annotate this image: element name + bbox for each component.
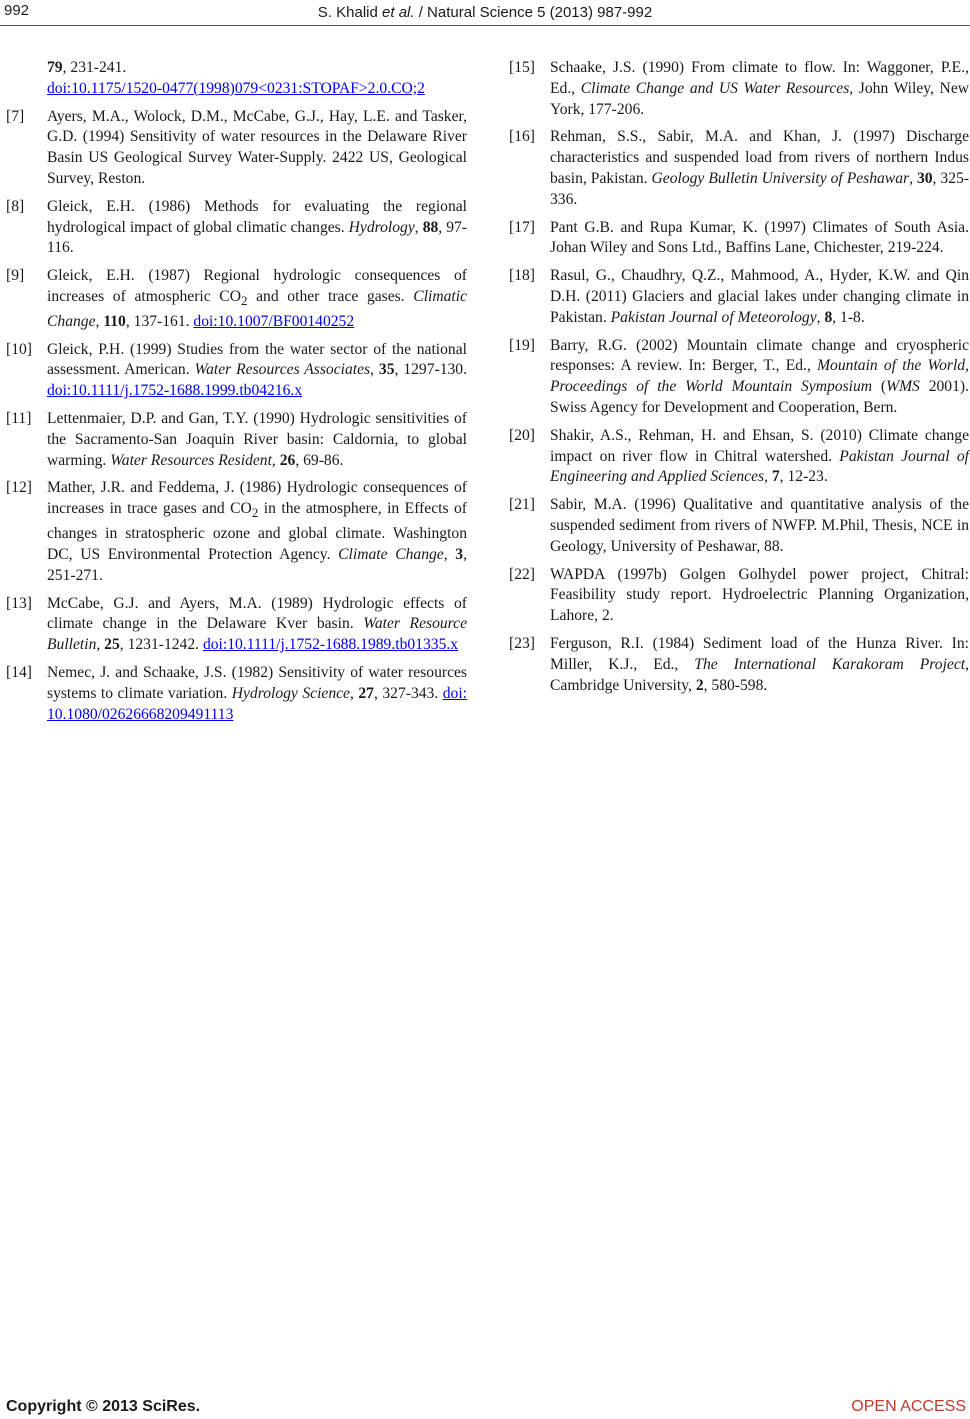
reference-text-segment: Rehman, S.S., Sabir, M.A. and Khan, J. (1997) Discharge characteristics and suspended load from rivers of northern Indus basin, Pakistan. — [550, 128, 969, 187]
reference-text-segment: , — [764, 468, 772, 486]
reference-text — [550, 59, 969, 118]
reference-item — [6, 266, 467, 333]
reference-text — [47, 664, 467, 723]
reference-text-segment: Gleick, E.H. (1987) Regional hydrologic consequences of increases of atmospheric CO — [47, 267, 467, 305]
reference-text-segment: ( — [872, 378, 887, 396]
reference-list-right — [509, 58, 969, 696]
reference-number: [11] — [6, 410, 32, 428]
reference-number: [15] — [509, 59, 535, 76]
reference-text-segment: , — [443, 545, 456, 563]
reference-text-segment: , — [816, 308, 825, 326]
reference-text — [47, 108, 467, 187]
reference-number: [12] — [6, 479, 32, 497]
subscript: 2 — [251, 505, 259, 521]
reference-title-italic: Geology Bulletin University of Peshawar — [651, 169, 910, 187]
reference-text — [47, 479, 467, 583]
reference-item — [509, 266, 969, 328]
reference-text-segment: Gleick, E.H. (1986) Methods for evaluating the regional hydrological impact of global climatic changes. — [47, 197, 467, 236]
reference-text-segment: , — [271, 451, 280, 469]
doi-link[interactable]: doi:10.1175/1520-0477(1998)079<0231:STOPAF>2.0.CO;2 — [47, 79, 425, 97]
running-head-journal: / Natural Science 5 (2013) 987-992 — [414, 4, 653, 21]
reference-volume: 25 — [104, 636, 120, 654]
reference-text-segment: , — [96, 636, 105, 654]
reference-text-segment: , 580-598. — [703, 676, 768, 694]
reference-text-segment: , — [95, 312, 104, 330]
reference-text-segment: WAPDA (1997b) Golgen Golhydel power project, Chitral: Feasibility study report. Hydroelectric Planning Organization, Lahore, 2. — [550, 565, 969, 625]
reference-text-segment: , 137-161. — [125, 312, 194, 330]
reference-volume: 110 — [103, 312, 126, 330]
reference-item — [509, 336, 969, 419]
reference-number: [13] — [6, 594, 32, 612]
reference-volume: 88 — [422, 218, 439, 236]
reference-text — [47, 410, 467, 469]
reference-text-segment: McCabe, G.J. and Ayers, M.A. (1989) Hydrologic effects of climate change in the Delaware Kver basin. — [47, 594, 467, 633]
reference-text — [47, 267, 467, 330]
reference-number: [8] — [6, 197, 25, 215]
reference-title-italic: Climate Change — [338, 545, 444, 563]
reference-text-segment: Gleick, P.H. (1999) Studies from the water sector of the national assessment. American. — [47, 340, 467, 379]
reference-text-segment: Schaake, J.S. (1990) From climate to flow. In: Waggoner, P.E., Ed., — [550, 59, 969, 97]
reference-text — [550, 267, 969, 326]
reference-text-segment: , 97-116. — [47, 218, 467, 257]
reference-text-segment: , 325-336. — [550, 169, 970, 208]
footer-copyright: Copyright © 2013 SciRes. — [6, 1398, 201, 1415]
doi-link[interactable]: doi:10.1080/02626668209491113 — [47, 684, 468, 723]
reference-text-segment: Ferguson, R.I. (1984) Sediment load of the Hunza River. In: Miller, K.J., Ed., — [550, 634, 969, 673]
subscript: 2 — [240, 293, 248, 309]
doi-link[interactable]: doi:10.1111/j.1752-1688.1989.tb01335.x — [202, 636, 459, 654]
reference-text-segment: , 327-343. — [373, 684, 443, 702]
reference-item — [509, 565, 969, 627]
reference-text — [47, 595, 467, 654]
reference-number: [22] — [509, 565, 535, 583]
reference-number: [19] — [509, 336, 535, 354]
reference-title-italic: Water Resource Bulletin — [47, 615, 467, 654]
doi-link[interactable]: doi:10.1007/BF00140252 — [193, 312, 355, 330]
reference-title-italic: Water Resources Associates — [194, 361, 371, 379]
reference-item — [6, 478, 467, 586]
reference-volume: 30 — [916, 169, 933, 187]
reference-title-italic: Hydrology — [348, 218, 415, 236]
reference-item — [509, 634, 969, 696]
reference-text-segment: in the atmosphere, in Effects of changes in stratospheric ozone and global climate. Washington DC, US Environmental Protection Agency. — [47, 500, 467, 563]
reference-text — [47, 341, 467, 400]
reference-text-segment: , 251-271. — [47, 545, 467, 584]
reference-number: [23] — [509, 634, 535, 652]
reference-number: [9] — [6, 267, 25, 285]
reference-volume: 7 — [771, 468, 780, 486]
reference-text-segment: , — [370, 361, 379, 379]
reference-pages: , 231-241. — [62, 59, 127, 76]
reference-text — [550, 635, 969, 694]
reference-volume: 79 — [47, 59, 63, 76]
reference-number: [20] — [509, 426, 535, 444]
header-divider — [0, 25, 970, 26]
reference-continuation — [6, 58, 467, 100]
reference-text-segment: , — [965, 357, 969, 375]
reference-volume: 3 — [455, 545, 464, 563]
reference-text-segment: and other trace gases. — [247, 287, 414, 305]
reference-number: [17] — [509, 218, 535, 236]
running-head-authors: S. Khalid — [317, 4, 383, 21]
reference-text-segment: 2001). Swiss Agency for Development and Cooperation, Bern. — [550, 378, 969, 416]
reference-volume: 2 — [695, 676, 704, 694]
reference-text-segment: , — [909, 169, 917, 187]
reference-text — [550, 496, 969, 555]
reference-item — [6, 107, 467, 190]
running-head — [0, 4, 970, 21]
reference-title-italic: Climate Change and US Water Resources — [580, 79, 850, 97]
reference-title-italic: Mountain of the World — [817, 357, 966, 375]
page-number: 992 — [4, 2, 30, 19]
reference-number: [21] — [509, 496, 535, 514]
reference-text-segment: , 1-8. — [832, 308, 865, 326]
reference-text — [47, 198, 467, 257]
reference-title-italic: The International Karakoram Project — [694, 655, 966, 673]
reference-text-segment: Pant G.B. and Rupa Kumar, K. (1997) Climates of South Asia. Johan Wiley and Sons Ltd., Baffins Lane, Chichester, 219-224. — [550, 218, 969, 257]
reference-item — [509, 426, 969, 488]
reference-text-segment: Lettenmaier, D.P. and Gan, T.Y. (1990) Hydrologic sensitivities of the Sacramento-San Joaquin River basin: Caldornia, to global warming. — [47, 410, 467, 469]
reference-item — [509, 127, 969, 210]
reference-text-segment: , John Wiley, New York, 177-206. — [550, 79, 969, 118]
reference-number: [10] — [6, 340, 32, 358]
running-head-etal: et al. — [382, 4, 415, 21]
reference-title-italic: Hydrology Science — [231, 684, 350, 702]
reference-item — [509, 495, 969, 557]
reference-text-segment: Mather, J.R. and Feddema, J. (1986) Hydrologic consequences of increases in trace gases and CO — [47, 479, 467, 518]
reference-text-segment: , 1231-1242. — [119, 636, 203, 654]
reference-text — [550, 566, 969, 625]
reference-number: [16] — [509, 128, 535, 146]
reference-text-segment: , 12-23. — [779, 468, 828, 486]
reference-text-segment: Nemec, J. and Schaake, J.S. (1982) Sensitivity of water resources systems to climate variation. — [47, 663, 467, 702]
reference-text-segment: , — [349, 684, 359, 702]
footer-open-access: OPEN ACCESS — [851, 1398, 966, 1415]
reference-text-segment: , 1297-130. — [394, 361, 467, 379]
reference-text-segment: Rasul, G., Chaudhry, Q.Z., Mahmood, A., Hyder, K.W. and Qin D.H. (2011) Glaciers and glacial lakes under changing climate in Pakistan. — [550, 267, 969, 326]
reference-text-segment: , Cambridge University, — [550, 655, 970, 694]
reference-title-italic: Pakistan Journal of Meteorology — [610, 308, 817, 326]
reference-text — [550, 337, 969, 416]
reference-number: [7] — [6, 107, 25, 125]
reference-title-italic: Pakistan Journal of Engineering and Applied Sciences — [550, 447, 969, 486]
reference-text — [550, 427, 969, 486]
reference-item — [509, 58, 969, 120]
reference-item — [6, 197, 467, 259]
reference-title-italic: WMS — [886, 378, 920, 396]
reference-item — [509, 218, 969, 260]
reference-text — [550, 128, 969, 207]
reference-title-italic: Climatic Change — [47, 287, 468, 330]
reference-column-left — [6, 58, 467, 732]
reference-item — [6, 340, 467, 402]
reference-text-segment: Ayers, M.A., Wolock, D.M., McCabe, G.J., Hay, L.E. and Tasker, G.D. (1994) Sensitivity of water resources in the Delaware River Basin US Geological Survey Water-Supply. 2422 US, Geological Survey, Reston. — [47, 107, 467, 187]
reference-item — [6, 409, 467, 471]
reference-column-right — [509, 58, 969, 703]
reference-title-italic: Water Resources Resident — [110, 451, 272, 469]
reference-title-italic: Proceedings of the World Mountain Symposium — [550, 378, 873, 396]
reference-number: [14] — [6, 663, 32, 681]
reference-text-segment: , — [414, 218, 423, 236]
reference-text-segment: Shakir, A.S., Rehman, H. and Ehsan, S. (2010) Climate change impact on river flow in Chitral watershed. — [550, 426, 969, 465]
reference-text — [550, 219, 969, 257]
reference-list-left — [6, 107, 467, 726]
reference-text-segment: Barry, R.G. (2002) Mountain climate change and cryospheric responses: A review. In: Berger, T., Ed., — [550, 336, 969, 375]
reference-volume: 26 — [279, 451, 296, 469]
reference-volume: 8 — [824, 308, 833, 326]
reference-item — [6, 663, 467, 725]
reference-text-segment: Sabir, M.A. (1996) Qualitative and quantitative analysis of the suspended sediment from rivers of NWFP. M.Phil, Thesis, NCE in Geology, University of Peshawar, 88. — [550, 496, 969, 555]
doi-link[interactable]: doi:10.1111/j.1752-1688.1999.tb04216.x — [47, 382, 303, 400]
reference-text-segment: , 69-86. — [295, 451, 344, 469]
reference-volume: 27 — [358, 684, 374, 702]
reference-item — [6, 594, 467, 656]
reference-volume: 35 — [378, 361, 395, 379]
reference-number: [18] — [509, 267, 535, 285]
